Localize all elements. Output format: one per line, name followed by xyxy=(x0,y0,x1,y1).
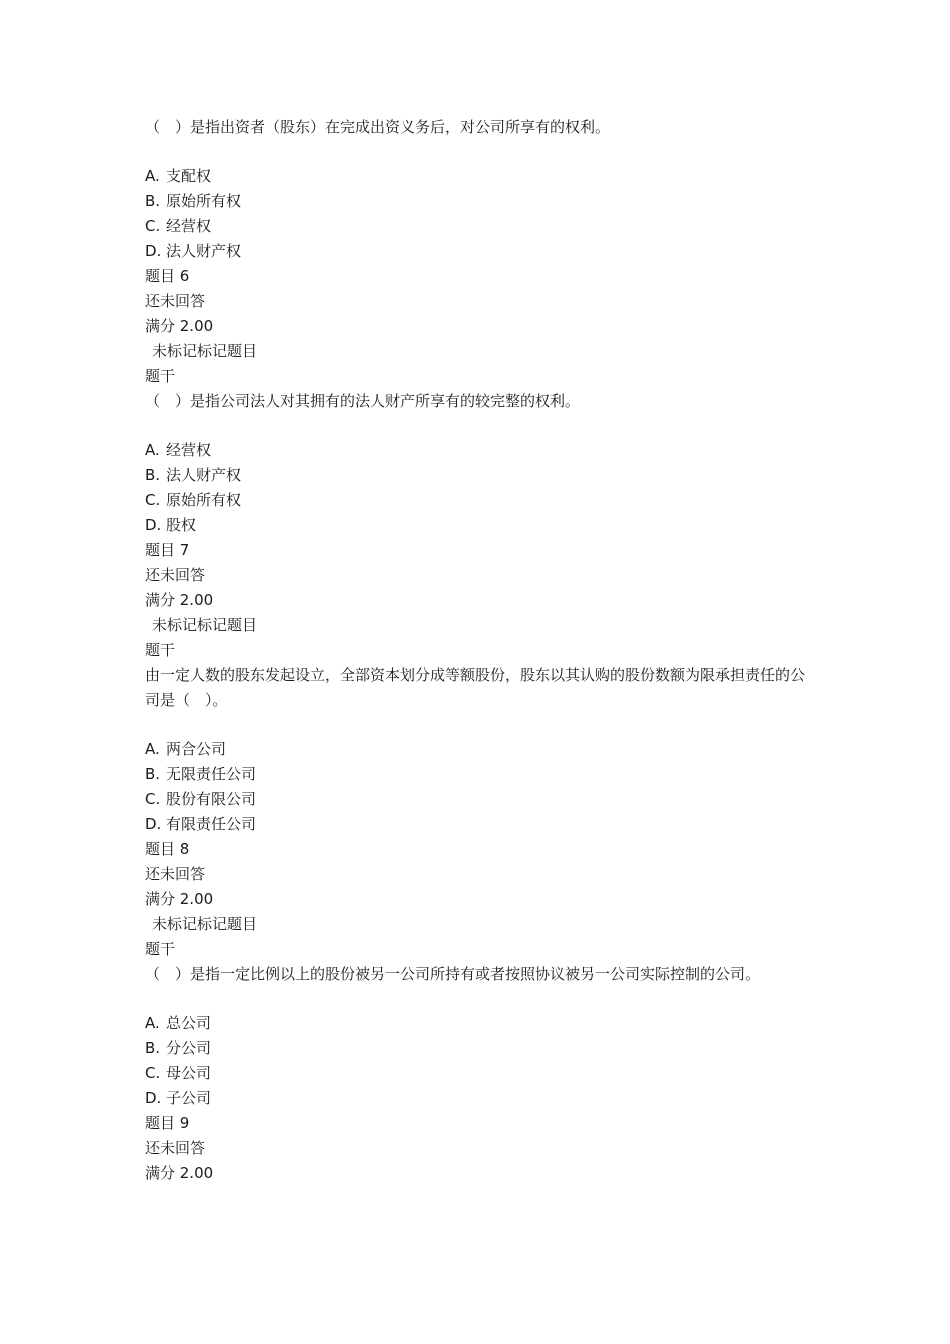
option-c[interactable] xyxy=(145,214,810,239)
flag-question-link[interactable]: 未标记标记题目 xyxy=(152,915,258,933)
option-letter: A. xyxy=(145,441,160,459)
question-title: 题目 8 xyxy=(145,840,190,858)
option-d[interactable] xyxy=(145,239,810,264)
option-c[interactable] xyxy=(145,488,810,513)
option-d[interactable] xyxy=(145,812,810,837)
option-a[interactable] xyxy=(145,737,810,762)
option-letter: A. xyxy=(145,740,160,758)
option-letter: B. xyxy=(145,765,161,783)
spacer xyxy=(145,987,810,1011)
option-text: 无限责任公司 xyxy=(166,765,257,783)
question-stem: 由一定人数的股东发起设立，全部资本划分成等额股份，股东以其认购的股份数额为限承担责任的公司是（ ）。 xyxy=(145,666,806,709)
option-text: 总公司 xyxy=(166,1014,212,1032)
spacer xyxy=(145,713,810,737)
question-stem: （ ）是指出资者（股东）在完成出资义务后，对公司所享有的权利。 xyxy=(145,118,611,136)
stem-label: 题干 xyxy=(145,940,176,958)
option-text: 分公司 xyxy=(166,1039,212,1057)
option-text: 原始所有权 xyxy=(166,192,242,210)
option-a[interactable] xyxy=(145,438,810,463)
option-text: 经营权 xyxy=(166,441,212,459)
option-text: 两合公司 xyxy=(166,740,227,758)
spacer xyxy=(145,140,810,164)
option-letter: D. xyxy=(145,1089,162,1107)
option-letter: D. xyxy=(145,815,162,833)
question-stem: （ ）是指公司法人对其拥有的法人财产所享有的较完整的权利。 xyxy=(145,392,581,410)
option-text: 有限责任公司 xyxy=(166,815,257,833)
option-text: 子公司 xyxy=(166,1089,212,1107)
option-text: 法人财产权 xyxy=(166,466,242,484)
option-text: 原始所有权 xyxy=(166,491,242,509)
option-text: 股权 xyxy=(166,516,197,534)
option-a[interactable] xyxy=(145,1011,810,1036)
question-status: 还未回答 xyxy=(145,292,206,310)
flag-question-link[interactable]: 未标记标记题目 xyxy=(152,616,258,634)
option-b[interactable] xyxy=(145,189,810,214)
option-a[interactable] xyxy=(145,164,810,189)
option-letter: D. xyxy=(145,516,162,534)
question-title: 题目 6 xyxy=(145,267,190,285)
option-text: 股份有限公司 xyxy=(166,790,257,808)
option-d[interactable] xyxy=(145,513,810,538)
question-title: 题目 7 xyxy=(145,541,190,559)
question-score: 满分 2.00 xyxy=(145,317,214,335)
option-c[interactable] xyxy=(145,787,810,812)
option-text: 支配权 xyxy=(166,167,212,185)
question-status: 还未回答 xyxy=(145,865,206,883)
option-letter: C. xyxy=(145,217,161,235)
option-text: 法人财产权 xyxy=(166,242,242,260)
flag-question-link[interactable]: 未标记标记题目 xyxy=(152,342,258,360)
question-score: 满分 2.00 xyxy=(145,591,214,609)
option-letter: A. xyxy=(145,1014,160,1032)
option-letter: C. xyxy=(145,790,161,808)
option-letter: C. xyxy=(145,1064,161,1082)
question-score: 满分 2.00 xyxy=(145,890,214,908)
option-letter: B. xyxy=(145,192,161,210)
option-text: 母公司 xyxy=(166,1064,212,1082)
question-title: 题目 9 xyxy=(145,1114,190,1132)
quiz-document xyxy=(145,115,810,1186)
option-letter: A. xyxy=(145,167,160,185)
stem-label: 题干 xyxy=(145,641,176,659)
option-b[interactable] xyxy=(145,762,810,787)
option-b[interactable] xyxy=(145,1036,810,1061)
option-letter: C. xyxy=(145,491,161,509)
question-status: 还未回答 xyxy=(145,1139,206,1157)
option-letter: B. xyxy=(145,1039,161,1057)
option-letter: B. xyxy=(145,466,161,484)
stem-label: 题干 xyxy=(145,367,176,385)
option-c[interactable] xyxy=(145,1061,810,1086)
question-status: 还未回答 xyxy=(145,566,206,584)
option-b[interactable] xyxy=(145,463,810,488)
spacer xyxy=(145,414,810,438)
option-letter: D. xyxy=(145,242,162,260)
option-d[interactable] xyxy=(145,1086,810,1111)
question-score: 满分 2.00 xyxy=(145,1164,214,1182)
option-text: 经营权 xyxy=(166,217,212,235)
question-stem: （ ）是指一定比例以上的股份被另一公司所持有或者按照协议被另一公司实际控制的公司。 xyxy=(145,965,761,983)
